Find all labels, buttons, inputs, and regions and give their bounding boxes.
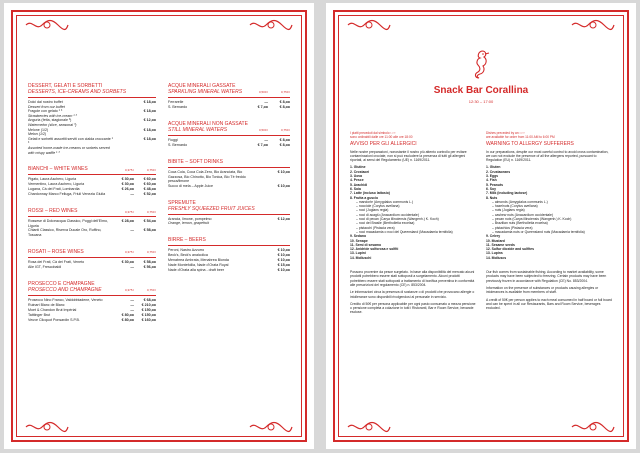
allergen-item: 7. Latte (incluso lattosio) bbox=[350, 191, 390, 196]
item-price: € 54,oo bbox=[143, 219, 156, 224]
section-title: ROSSI – RED WINES bbox=[28, 208, 78, 215]
nut-item: – noci (Juglans regia) bbox=[356, 208, 389, 213]
item-price-small: € 30,oo bbox=[121, 182, 134, 187]
volume-header: 0,750 l bbox=[146, 167, 156, 172]
menu-column-right bbox=[168, 81, 290, 282]
volume-header: 0,500 l bbox=[258, 90, 268, 95]
volume-header: 0,750 l bbox=[146, 249, 156, 254]
allergen-item: 11. Sesame seeds bbox=[486, 242, 515, 247]
volume-header: 0,500 l bbox=[258, 128, 268, 133]
allergen-item: 3. Uova bbox=[350, 174, 363, 179]
allergen-item: 13. Lupins bbox=[486, 251, 503, 256]
item-name-text: Fragole con gelato ¹ ³ bbox=[28, 109, 63, 114]
allergen-item: 4. Pesce bbox=[350, 178, 364, 183]
item-price: € 60,oo bbox=[143, 177, 156, 182]
allergen-item: 3. Eggs bbox=[486, 174, 499, 179]
allergen-item: 2. Crustaceans bbox=[486, 169, 511, 174]
item-name-text: Fiuggi bbox=[168, 138, 178, 142]
item-name bbox=[28, 303, 116, 308]
nut-item: – nuts (Juglans regia) bbox=[492, 208, 525, 213]
allergen-info-note: Information on the presence of substances or products causing allergies or intolerances is available from members of staff. bbox=[486, 285, 599, 295]
allergen-item: 13. Lupini bbox=[350, 251, 366, 256]
item-price: € 68,oo bbox=[143, 297, 156, 302]
item-name bbox=[28, 192, 116, 197]
item-price-small: — bbox=[130, 192, 134, 197]
item-price: € 150,oo bbox=[141, 307, 156, 312]
section-title: ACQUE MINERALI GASSATE bbox=[168, 83, 236, 89]
item-price-small: € 7,oo bbox=[257, 143, 268, 147]
item-name bbox=[28, 100, 116, 109]
item-name-text: Anguria (fetta, stagionale ³) bbox=[28, 118, 72, 123]
item-name bbox=[168, 170, 250, 184]
section-subtitle: DESSERTS, ICE-CREAMS AND SORBETS bbox=[28, 89, 127, 95]
item-name bbox=[28, 182, 116, 187]
volume-header: 0,375 l bbox=[124, 287, 134, 292]
menu-item bbox=[28, 318, 156, 323]
item-name-english: Strawberries with ice-cream ¹ ³ bbox=[28, 113, 77, 118]
menu-item bbox=[168, 105, 290, 110]
item-price-small: — bbox=[130, 264, 134, 269]
item-price-small: — bbox=[130, 307, 134, 312]
item-price-small: € 30,oo bbox=[121, 177, 134, 182]
item-name bbox=[28, 187, 116, 192]
availability-note: I piatti preceduti dal simbolo ¹ ² ³ sono ordinabili dalle ore 11:00 alle ore 18:00 bbox=[350, 131, 413, 139]
seahorse-logo-icon bbox=[472, 49, 490, 84]
item-name bbox=[28, 308, 116, 313]
item-name-text: Melone (1/2) bbox=[28, 127, 49, 132]
item-name-text: Taittinger Brut bbox=[28, 312, 51, 317]
section-divider bbox=[168, 245, 290, 246]
item-name-text: Succo di mela – Apple Juice bbox=[168, 183, 213, 188]
allergen-item: 1. Glutine bbox=[350, 165, 366, 170]
availability-note: Dishes preceded by an ¹ ² ³ are available for order from 11:00 AM to 6:00 PM bbox=[486, 131, 555, 139]
allergen-item: 11. Semi di sesamo bbox=[350, 242, 382, 247]
item-name bbox=[168, 258, 250, 263]
item-name-text: Ruinart Blanc de Blanc bbox=[28, 302, 65, 307]
allergen-item: 14. Molluscs bbox=[486, 255, 507, 260]
section-divider bbox=[28, 97, 156, 98]
rope-knot-icon bbox=[570, 19, 616, 31]
item-price: € 12,oo bbox=[277, 216, 290, 221]
menu-item bbox=[28, 137, 156, 155]
item-name bbox=[168, 268, 250, 273]
section-divider bbox=[28, 257, 156, 258]
section-subtitle: STILL MINERAL WATERS bbox=[168, 127, 228, 133]
menu-item bbox=[28, 128, 156, 137]
item-name-english: Orange, lemon, grapefruit bbox=[168, 221, 209, 226]
nut-item: – nocciole (Corylus avellana) bbox=[356, 204, 400, 209]
nut-item: – mandorle (Amygdalus communis L.) bbox=[356, 199, 414, 204]
rope-knot-icon bbox=[24, 421, 70, 433]
menu-item bbox=[168, 143, 290, 148]
item-price: € 8,oo bbox=[279, 138, 290, 142]
item-price: € 48,oo bbox=[143, 187, 156, 192]
menu-item bbox=[168, 217, 290, 226]
item-name-text: Pigato, Laura Aschero, Liguria bbox=[28, 177, 77, 182]
item-name bbox=[28, 137, 116, 155]
item-price: € 18,oo bbox=[143, 127, 156, 132]
allergen-item: 9. Celery bbox=[486, 234, 501, 239]
item-price: € 52,oo bbox=[143, 192, 156, 197]
item-name bbox=[28, 298, 116, 303]
item-price: € 18,oo bbox=[143, 109, 156, 114]
item-name-english: Assorted home-made ice-creams or sorbets served with crispy waffle ¹ ³ bbox=[28, 145, 110, 155]
credit-note: A credit of 50€ per person applies to each meal consumed in half board or full board and can be spent in all our Restaurants, Bars and Room Service, beverages excluded. bbox=[486, 297, 612, 311]
item-price: € 8,oo bbox=[279, 105, 290, 109]
item-name bbox=[168, 100, 250, 105]
nut-item: – pecan nuts (Carya illinoiensis (Wangenh.) K. Koch) bbox=[492, 217, 572, 222]
item-name-text: S. Bernardo bbox=[168, 105, 188, 109]
item-price: € 150,oo bbox=[141, 312, 156, 317]
item-price-small: — bbox=[130, 302, 134, 307]
allergen-item: 10. Senape bbox=[350, 238, 368, 243]
allergen-intro: In our preparations, despite our most careful control to avoid cross contamination, we can not exclude the presence of all the allergens reported, pursuant to Regulation (EU) n. 1169/2011. bbox=[486, 149, 609, 163]
volume-header: 0,375 l bbox=[124, 249, 134, 254]
allergen-item: 12. Sulfur dioxide and sulfites bbox=[486, 247, 535, 252]
allergen-item: 8. Frutta a guscio bbox=[350, 195, 379, 200]
volume-header: 0,375 l bbox=[124, 167, 134, 172]
section-divider bbox=[28, 216, 156, 217]
section-divider bbox=[168, 167, 290, 168]
item-name-text: Coca Cola, Coca Cola Zero, Bio Aranciata, Bio Gazzosa, Bio Chinotto, Bio Tonica, Bio Tè freddo pesca/limone bbox=[168, 170, 246, 184]
item-price: € 15,oo bbox=[277, 262, 290, 267]
item-name bbox=[28, 228, 116, 237]
item-name-text: Menabrea Ambrata, Menabrea Bionda bbox=[168, 257, 229, 262]
rope-knot-icon bbox=[346, 19, 392, 31]
nut-item: – noci del Brasile (Bertholletia excelsa) bbox=[356, 221, 415, 226]
item-price-small: € 80,oo bbox=[121, 312, 134, 317]
item-name-text: Gelati e sorbetti assortiti serviti con cialda croccante ¹ ³ bbox=[28, 136, 113, 146]
allergen-item: 2. Crostacei bbox=[350, 169, 370, 174]
volume-header: 0,375 l bbox=[124, 209, 134, 214]
menu-item bbox=[28, 109, 156, 118]
section-divider bbox=[168, 135, 290, 136]
section-divider bbox=[28, 295, 156, 296]
item-name bbox=[168, 138, 250, 143]
nut-item: – noci macadamia o noci del Queensland (Macadamia ternifolia) bbox=[356, 229, 453, 234]
allergen-list bbox=[486, 165, 612, 260]
item-name-text: Alie IGT, Frescobaldi bbox=[28, 264, 62, 269]
menu-page-left bbox=[4, 3, 314, 449]
item-name bbox=[168, 184, 250, 189]
allergen-column-italian bbox=[350, 131, 476, 315]
item-name-text: Nade d'Orata alla spina - draft beer bbox=[168, 267, 225, 272]
item-price: € 12,oo bbox=[143, 118, 156, 123]
menu-item bbox=[168, 268, 290, 273]
item-name bbox=[168, 263, 250, 268]
item-name-text: Nade Montefollia, Nade d'Orata Royal bbox=[168, 262, 229, 267]
nut-item: – macadamia nuts or Queensland nuts (Macadamia ternifolia) bbox=[492, 229, 585, 234]
menu-page-right bbox=[326, 3, 636, 449]
section-subtitle: FRESHLY SQUEEZED FRUIT JUICES bbox=[168, 205, 255, 212]
section-title: BIBITE – SOFT DRINKS bbox=[168, 159, 223, 165]
item-name-text: Ferrarelle bbox=[168, 100, 184, 104]
menu-column-left bbox=[28, 81, 156, 332]
section-title: DESSERT, GELATI E SORBETTI bbox=[28, 83, 103, 89]
item-name bbox=[168, 248, 250, 253]
allergen-item: 5. Peanuts bbox=[486, 182, 503, 187]
allergen-item: 6. Soy bbox=[486, 186, 496, 191]
item-price: € 56,oo bbox=[143, 264, 156, 269]
item-price-small: € 30,oo bbox=[121, 259, 134, 264]
nut-item: – noci di pecan (Carya illinoiensis (Wangenh.) K. Koch) bbox=[356, 217, 439, 222]
menu-item bbox=[28, 228, 156, 237]
item-price-small: — bbox=[130, 228, 134, 233]
item-price: € 8,oo bbox=[279, 100, 290, 104]
nut-item: – almonds (Amygdalus communis L.) bbox=[492, 199, 548, 204]
nut-item: – pistachios (Pistacia vera) bbox=[492, 225, 533, 230]
item-name-text: S. Bernardo bbox=[168, 143, 188, 147]
item-price: € 58,oo bbox=[143, 228, 156, 233]
section-subtitle: SPARKLING MINERAL WATERS bbox=[168, 89, 243, 95]
volume-header: 0,750 l bbox=[280, 90, 290, 95]
item-name bbox=[28, 177, 116, 182]
item-name bbox=[28, 118, 116, 127]
item-price: € 210,oo bbox=[141, 302, 156, 307]
allergen-info-note: Le informazioni circa la presenza di sostanze o di prodotti che provocano allergie o intolleranze sono disponibili rivolgendosi al personale in servizio. bbox=[350, 290, 475, 299]
item-price-small: — bbox=[130, 297, 134, 302]
rope-knot-icon bbox=[346, 421, 392, 433]
section-divider bbox=[168, 214, 290, 215]
item-price: € 58,oo bbox=[143, 259, 156, 264]
fish-note: Possono provenire da pesce surgelato. In base alla disponibilità del mercato alcuni prodotti potrebbero essere stati sottoposti a surgelamento. Alcuni prodotti potrebbero essere stati sottoposti a trattamento di bonifica preventiva in conformità alle prescrizioni del regolamento (CE) n. 853/2004. bbox=[350, 270, 475, 287]
allergen-item: 14. Molluschi bbox=[350, 255, 372, 260]
menu-item bbox=[28, 118, 156, 127]
nut-item: – hazelnuts (Corylus avellana) bbox=[492, 204, 538, 209]
volume-header: 0,750 l bbox=[146, 209, 156, 214]
section-title: SPREMUTE bbox=[168, 199, 196, 206]
item-name bbox=[168, 253, 250, 258]
allergen-item: 7. Milk (including lactose) bbox=[486, 191, 528, 196]
section-title: BIANCHI – WHITE WINES bbox=[28, 166, 88, 173]
rope-knot-icon bbox=[248, 19, 294, 31]
item-name-text: Veuve Clicquot Ponsardin S.P.B. bbox=[28, 317, 80, 322]
allergen-intro: Nelle nostre preparazioni, nonostante il nostro più attento controllo per evitare contaminazioni crociate, non si può escludere la presenza di tutti gli allergeni riportati, ai sensi del Regolamento (UE) n. 1169/2011. bbox=[350, 149, 467, 163]
item-name bbox=[28, 313, 116, 318]
item-price: € 10,oo bbox=[277, 247, 290, 252]
item-name-english: Melon (1/2) bbox=[28, 132, 47, 137]
nut-item: – noci di acagiù (Anacardium occidentale) bbox=[356, 212, 419, 217]
section-divider bbox=[168, 97, 290, 98]
item-name-text: Vermentino, Laura Aschero, Liguria bbox=[28, 182, 85, 187]
section-title: BIRRE – BEERS bbox=[168, 236, 206, 243]
item-price: € 10,oo bbox=[277, 183, 290, 188]
item-name-text: Dolci dal nostro buffet bbox=[28, 100, 63, 104]
item-name-text: Chardonnay Marco Felluga, Friuli Venezia Giulia bbox=[28, 192, 106, 197]
rope-knot-icon bbox=[570, 421, 616, 433]
item-price-small: € 26,oo bbox=[121, 187, 134, 192]
allergen-item: 12. Anidride solforosa e solfiti bbox=[350, 247, 399, 252]
item-name bbox=[28, 109, 116, 118]
opening-hours: 12:30 – 17:00 bbox=[468, 99, 494, 104]
menu-item bbox=[28, 219, 156, 228]
item-price: € 10,oo bbox=[277, 252, 290, 257]
item-price: € 18,oo bbox=[143, 100, 156, 104]
item-price-small: € 80,oo bbox=[121, 317, 134, 322]
item-name-text: Arancia, limone, pompelmo bbox=[168, 216, 212, 221]
item-name-english: Dessert from our buffet bbox=[28, 104, 65, 109]
menu-item bbox=[168, 170, 290, 184]
item-price: € 10,oo bbox=[277, 267, 290, 272]
allergen-column-english bbox=[486, 131, 612, 310]
item-name-text: Prosecco Nino Franco, Valdobbiadene, Veneto bbox=[28, 297, 103, 302]
item-price-small: € 28,oo bbox=[121, 219, 134, 224]
item-name-text: Rosa dei Frati, Cà dei Frati, Veneto bbox=[28, 259, 85, 264]
menu-item bbox=[28, 265, 156, 270]
allergen-item: 10. Mustard bbox=[486, 238, 505, 243]
item-name bbox=[28, 219, 116, 228]
item-name bbox=[28, 260, 116, 265]
item-price: € 10,oo bbox=[277, 170, 290, 174]
item-name bbox=[168, 217, 250, 226]
item-name-text: Moet & Chandon Brut Impérial bbox=[28, 307, 77, 312]
item-price-small: — bbox=[264, 100, 268, 104]
nut-item: – Brazilian nuts (Bertholletia excelsa) bbox=[492, 221, 548, 226]
item-name-text: Peroni, Nastro Azzurro bbox=[168, 247, 205, 252]
menu-item bbox=[168, 184, 290, 189]
allergen-item: 9. Sedano bbox=[350, 234, 367, 239]
rope-knot-icon bbox=[24, 19, 70, 31]
item-name bbox=[28, 128, 116, 137]
volume-header: 0,750 l bbox=[280, 128, 290, 133]
allergen-list bbox=[350, 165, 476, 260]
item-name-text: Beck's, Beck's analcolica bbox=[168, 252, 208, 257]
item-name-text: Lugana, Cà dei Frati, Lombardia bbox=[28, 187, 80, 192]
rope-knot-icon bbox=[248, 421, 294, 433]
item-price: € 160,oo bbox=[141, 317, 156, 322]
section-title: ROSATI – ROSE WINES bbox=[28, 248, 84, 255]
section-title: PROSECCO E CHAMPAGNE bbox=[28, 280, 95, 287]
section-subtitle: PROSECCO AND CHAMPAGNE bbox=[28, 286, 102, 293]
section-title: ACQUE MINERALI NON GASSATE bbox=[168, 121, 248, 127]
volume-header: 0,750 l bbox=[146, 287, 156, 292]
nut-item: – pistacchi (Pistacia vera) bbox=[356, 225, 395, 230]
item-name bbox=[168, 105, 250, 110]
allergen-item: 4. Fish bbox=[486, 178, 497, 183]
item-name-text: Rossese di Dolceacqua Classico, Poggi dell'Elmo, Liguria bbox=[28, 219, 108, 228]
allergen-item: 1. Gluten bbox=[486, 165, 501, 170]
fish-note: Our fish comes from sustainable fishing. According to market availability, some products may have been subjected to freezing. Certain products may have been previously frozen in accordance with Regulation (CE) No. 853/2004. bbox=[486, 270, 607, 283]
menu-item bbox=[28, 100, 156, 109]
item-name bbox=[28, 318, 116, 323]
item-name-text: Chianti Classico, Riserva Ducale Oro, Ruffino, Toscana bbox=[28, 228, 102, 237]
credit-note: Credito di 50€ per persona applicabile per ogni pasto consumato a mezza pensione o pensione completa a colazione in tutti i Ristoranti, Bar e Room Service, bevande escluse. bbox=[350, 301, 476, 315]
item-price-small: € 7,oo bbox=[257, 105, 268, 109]
allergen-heading: WARNING TO ALLERGY SUFFERERS bbox=[486, 141, 574, 147]
page-title: Snack Bar Corallina bbox=[433, 85, 529, 96]
item-price: € 8,oo bbox=[279, 143, 290, 147]
item-price: € 18,oo bbox=[143, 136, 156, 141]
item-price-small: — bbox=[264, 138, 268, 142]
allergen-item: 5. Arachidi bbox=[350, 182, 368, 187]
item-price: € 10,oo bbox=[277, 257, 290, 262]
item-name bbox=[168, 143, 250, 148]
allergen-heading: AVVISO PER GLI ALLERGICI bbox=[350, 141, 417, 147]
allergen-item: 8. Nuts bbox=[486, 195, 498, 200]
menu-item bbox=[28, 192, 156, 197]
item-price: € 60,oo bbox=[143, 182, 156, 187]
nut-item: – cashew nuts (Anacardium occidentale) bbox=[492, 212, 554, 217]
section-divider bbox=[28, 174, 156, 175]
item-name-english: Watermelon (slice, seasonal ³) bbox=[28, 122, 77, 127]
item-name bbox=[28, 265, 116, 270]
allergen-item: 6. Soia bbox=[350, 186, 361, 191]
